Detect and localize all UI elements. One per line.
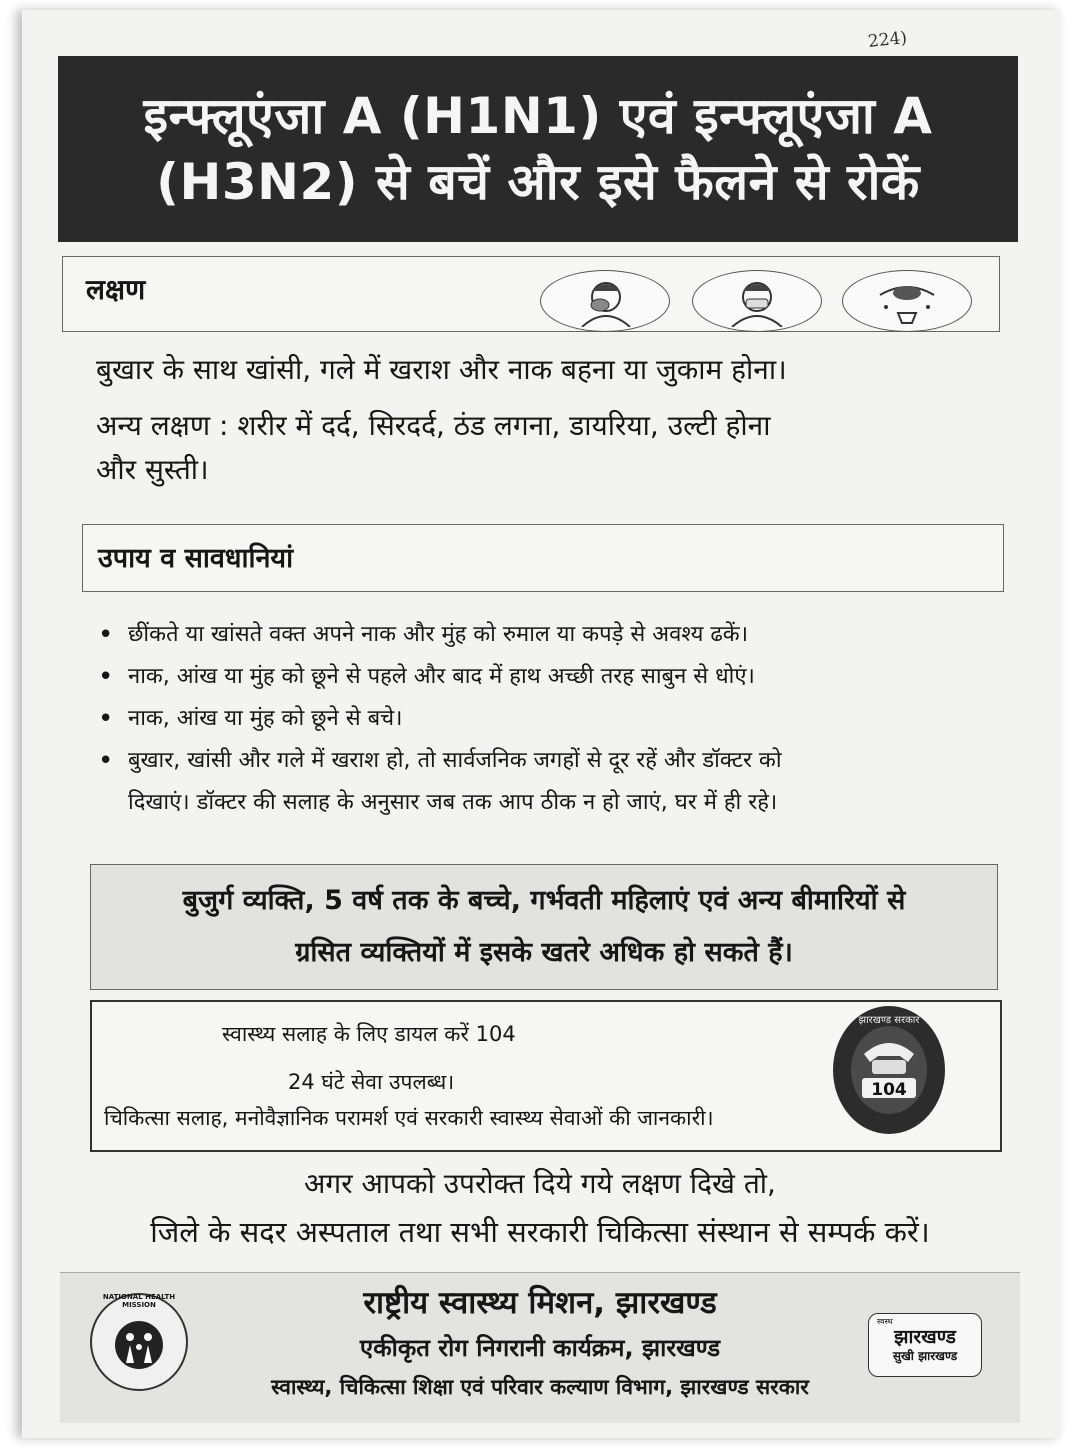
contact-line-1: अगर आपको उपरोक्त दिये गये लक्षण दिखे तो, bbox=[304, 1167, 776, 1200]
badge-top-text: झारखण्ड सरकार bbox=[858, 1015, 920, 1026]
helpline-line-2: 24 घंटे सेवा उपलब्ध। bbox=[288, 1070, 455, 1094]
symptoms-line-3: और सुस्ती। bbox=[96, 453, 209, 486]
contact-line-2: जिले के सदर अस्पताल तथा सभी सरकारी चिकित्सा संस्थान से सम्पर्क करें। bbox=[150, 1215, 930, 1249]
symptoms-line-1: बुखार के साथ खांसी, गले में खराश और नाक बहना या जुकाम होना। bbox=[96, 353, 787, 386]
symptoms-title: लक्षण bbox=[86, 273, 146, 306]
warning-line-1: बुजुर्ग व्यक्ति, 5 वर्ष तक के बच्चे, गर्भवती महिलाएं एवं अन्य बीमारियों से bbox=[182, 885, 906, 916]
symptom-illustrations bbox=[540, 270, 970, 332]
footer-line-2: एकीकृत रोग निगरानी कार्यक्रम, झारखण्ड bbox=[359, 1334, 721, 1362]
helpline-line-3: चिकित्सा सलाह, मनोवैज्ञानिक परामर्श एवं सरकारी स्वास्थ्य सेवाओं की जानकारी। bbox=[104, 1106, 714, 1130]
badge-number: 104 bbox=[871, 1080, 907, 1100]
page-number: 224) bbox=[867, 28, 909, 52]
risk-warning-box bbox=[90, 864, 998, 990]
precautions-list bbox=[98, 614, 998, 824]
nhm-logo-text: NATIONAL HEALTH MISSION bbox=[102, 1293, 176, 1309]
footer bbox=[60, 1272, 1020, 1423]
list-item: • नाक, आंख या मुंह को छूने से बचे। bbox=[98, 704, 403, 734]
helpline-104-badge bbox=[830, 1002, 948, 1138]
poster-header bbox=[58, 56, 1018, 242]
symptoms-line-2: अन्य लक्षण : शरीर में दर्द, सिरदर्द, ठंड लगना, डायरिया, उल्टी होना bbox=[96, 409, 771, 442]
jharkhand-logo: स्वस्थ झारखण्ड सुखी झारखण्ड bbox=[868, 1313, 982, 1377]
list-item: • नाक, आंख या मुंह को छूने से पहले और बाद में हाथ अच्छी तरह साबुन से धोएं। bbox=[98, 662, 755, 692]
coughing-person-icon bbox=[540, 270, 670, 332]
helpline-line-1: स्वास्थ्य सलाह के लिए डायल करें 104 bbox=[222, 1022, 516, 1046]
list-item-continuation: दिखाएं। डॉक्टर की सलाह के अनुसार जब तक आप ठीक न हो जाएं, घर में ही रहे। bbox=[128, 790, 778, 815]
header-line-1: इन्फ्लूएंजा A (H1N1) एवं इन्फ्लूएंजा A bbox=[143, 87, 933, 145]
footer-line-3: स्वास्थ्य, चिकित्सा शिक्षा एवं परिवार कल्याण विभाग, झारखण्ड सरकार bbox=[271, 1375, 809, 1399]
footer-line-1: राष्ट्रीय स्वास्थ्य मिशन, झारखण्ड bbox=[363, 1285, 717, 1321]
header-line-2: (H3N2) से बचें और इसे फैलने से रोकें bbox=[156, 153, 920, 211]
handwashing-icon bbox=[842, 270, 972, 332]
list-item: • छींकते या खांसते वक्त अपने नाक और मुंह को रुमाल या कपड़े से अवश्य ढकें। bbox=[98, 620, 749, 650]
warning-line-2: ग्रसित व्यक्तियों में इसके खतरे अधिक हो सकते हैं। bbox=[295, 937, 793, 968]
precautions-title: उपाय व सावधानियां bbox=[98, 543, 294, 574]
masked-person-icon bbox=[692, 270, 822, 332]
list-item: • बुखार, खांसी और गले में खराश हो, तो सार्वजनिक जगहों से दूर रहें और डॉक्टर को दिखाएं। डॉक्टर की सलाह के अनुसार जब तक आप ठीक न हो जाएं, घर में ही रहे। bbox=[98, 740, 998, 824]
